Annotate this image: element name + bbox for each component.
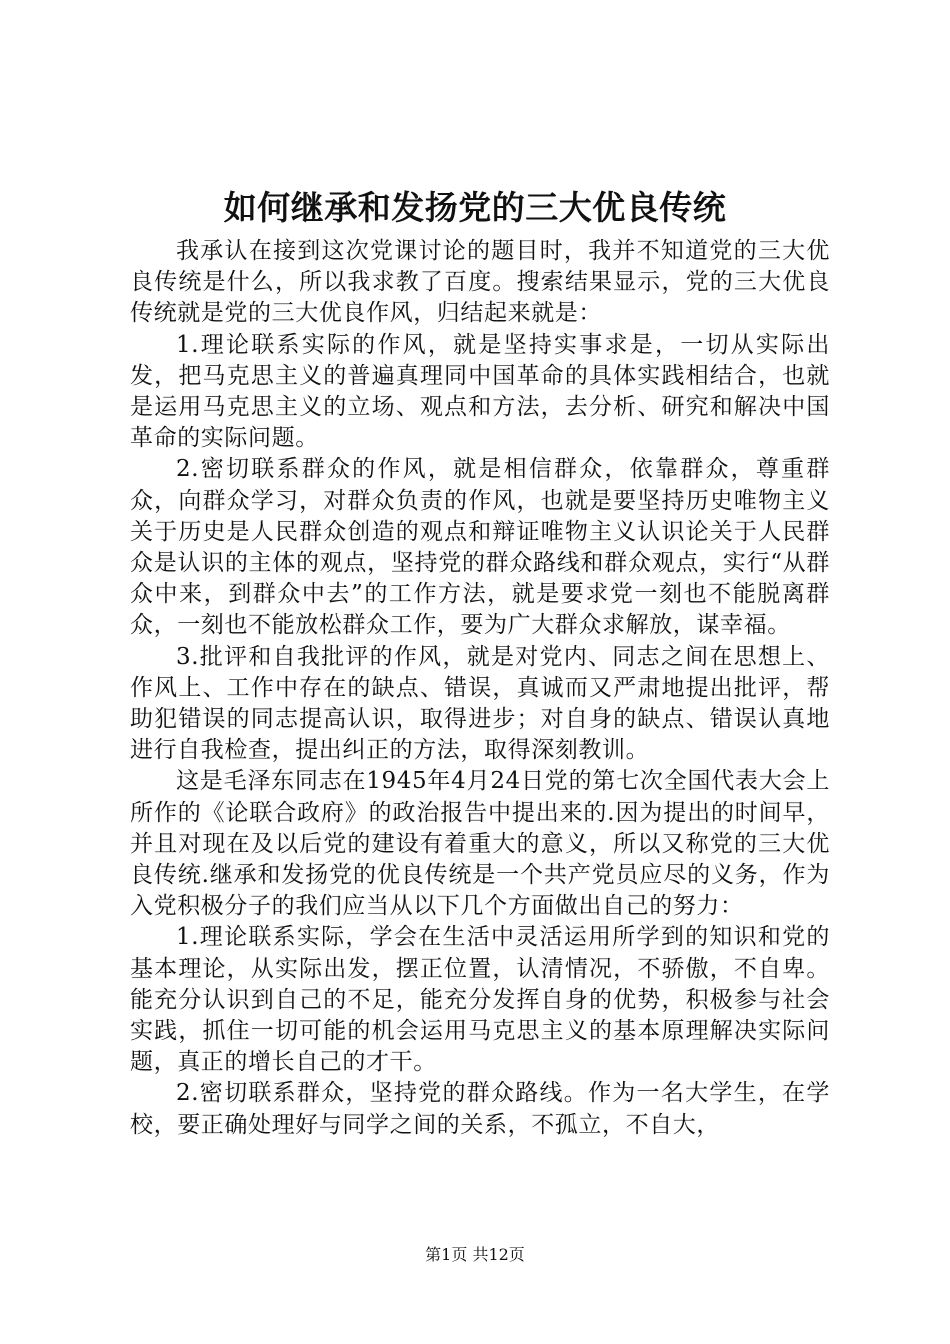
paragraph-effort-1: 1.理论联系实际，学会在生活中灵活运用所学到的知识和党的基本理论，从实际出发，摆正位置，认清情况，不骄傲，不自卑。能充分认识到自己的不足，能充分发挥自身的优势，积极参与社会实践，抓住一切可能的机会运用马克思主义的基本原理解决实际问题，真正的增长自己的才干。 [130, 924, 830, 1076]
paragraph-point-2: 2.密切联系群众的作风，就是相信群众，依靠群众，尊重群众，向群众学习，对群众负责的作风，也就是要坚持历史唯物主义关于历史是人民群众创造的观点和辩证唯物主义认识论关于人民群众是认识的主体的观点，坚持党的群众路线和群众观点，实行“从群众中来，到群众中去”的工作方法，就是要求党一刻也不能脱离群众，一刻也不能放松群众工作，要为广大群众求解放，谋幸福。 [130, 456, 830, 639]
document-title: 如何继承和发扬党的三大优良传统 [223, 188, 727, 227]
page-footer: 第1页 共12页 [425, 1245, 525, 1264]
paragraph-effort-2: 2.密切联系群众，坚持党的群众路线。作为一名大学生，在学校，要正确处理好与同学之间的关系，不孤立，不自大， [130, 1080, 830, 1138]
document-body [130, 236, 830, 1141]
paragraph-point-1: 1.理论联系实际的作风，就是坚持实事求是，一切从实际出发，把马克思主义的普遍真理同中国革命的具体实践相结合，也就是运用马克思主义的立场、观点和方法，去分析、研究和解决中国革命的实际问题。 [130, 331, 830, 452]
paragraph-point-3: 3.批评和自我批评的作风，就是对党内、同志之间在思想上、作风上、工作中存在的缺点、错误，真诚而又严肃地提出批评，帮助犯错误的同志提高认识，取得进步；对自身的缺点、错误认真地进行自我检查，提出纠正的方法，取得深刻教训。 [130, 643, 830, 764]
paragraph-intro: 我承认在接到这次党课讨论的题目时，我并不知道党的三大优良传统是什么，所以我求教了百度。搜索结果显示，党的三大优良传统就是党的三大优良作风，归结起来就是： [130, 238, 830, 327]
paragraph-history: 这是毛泽东同志在1945年4月24日党的第七次全国代表大会上所作的《论联合政府》的政治报告中提出来的.因为提出的时间早，并且对现在及以后党的建设有着重大的意义，所以又称党的三大优良传统.继承和发扬党的优良传统是一个共产党员应尽的义务，作为入党积极分子的我们应当从以下几个方面做出自己的努力： [130, 768, 830, 920]
